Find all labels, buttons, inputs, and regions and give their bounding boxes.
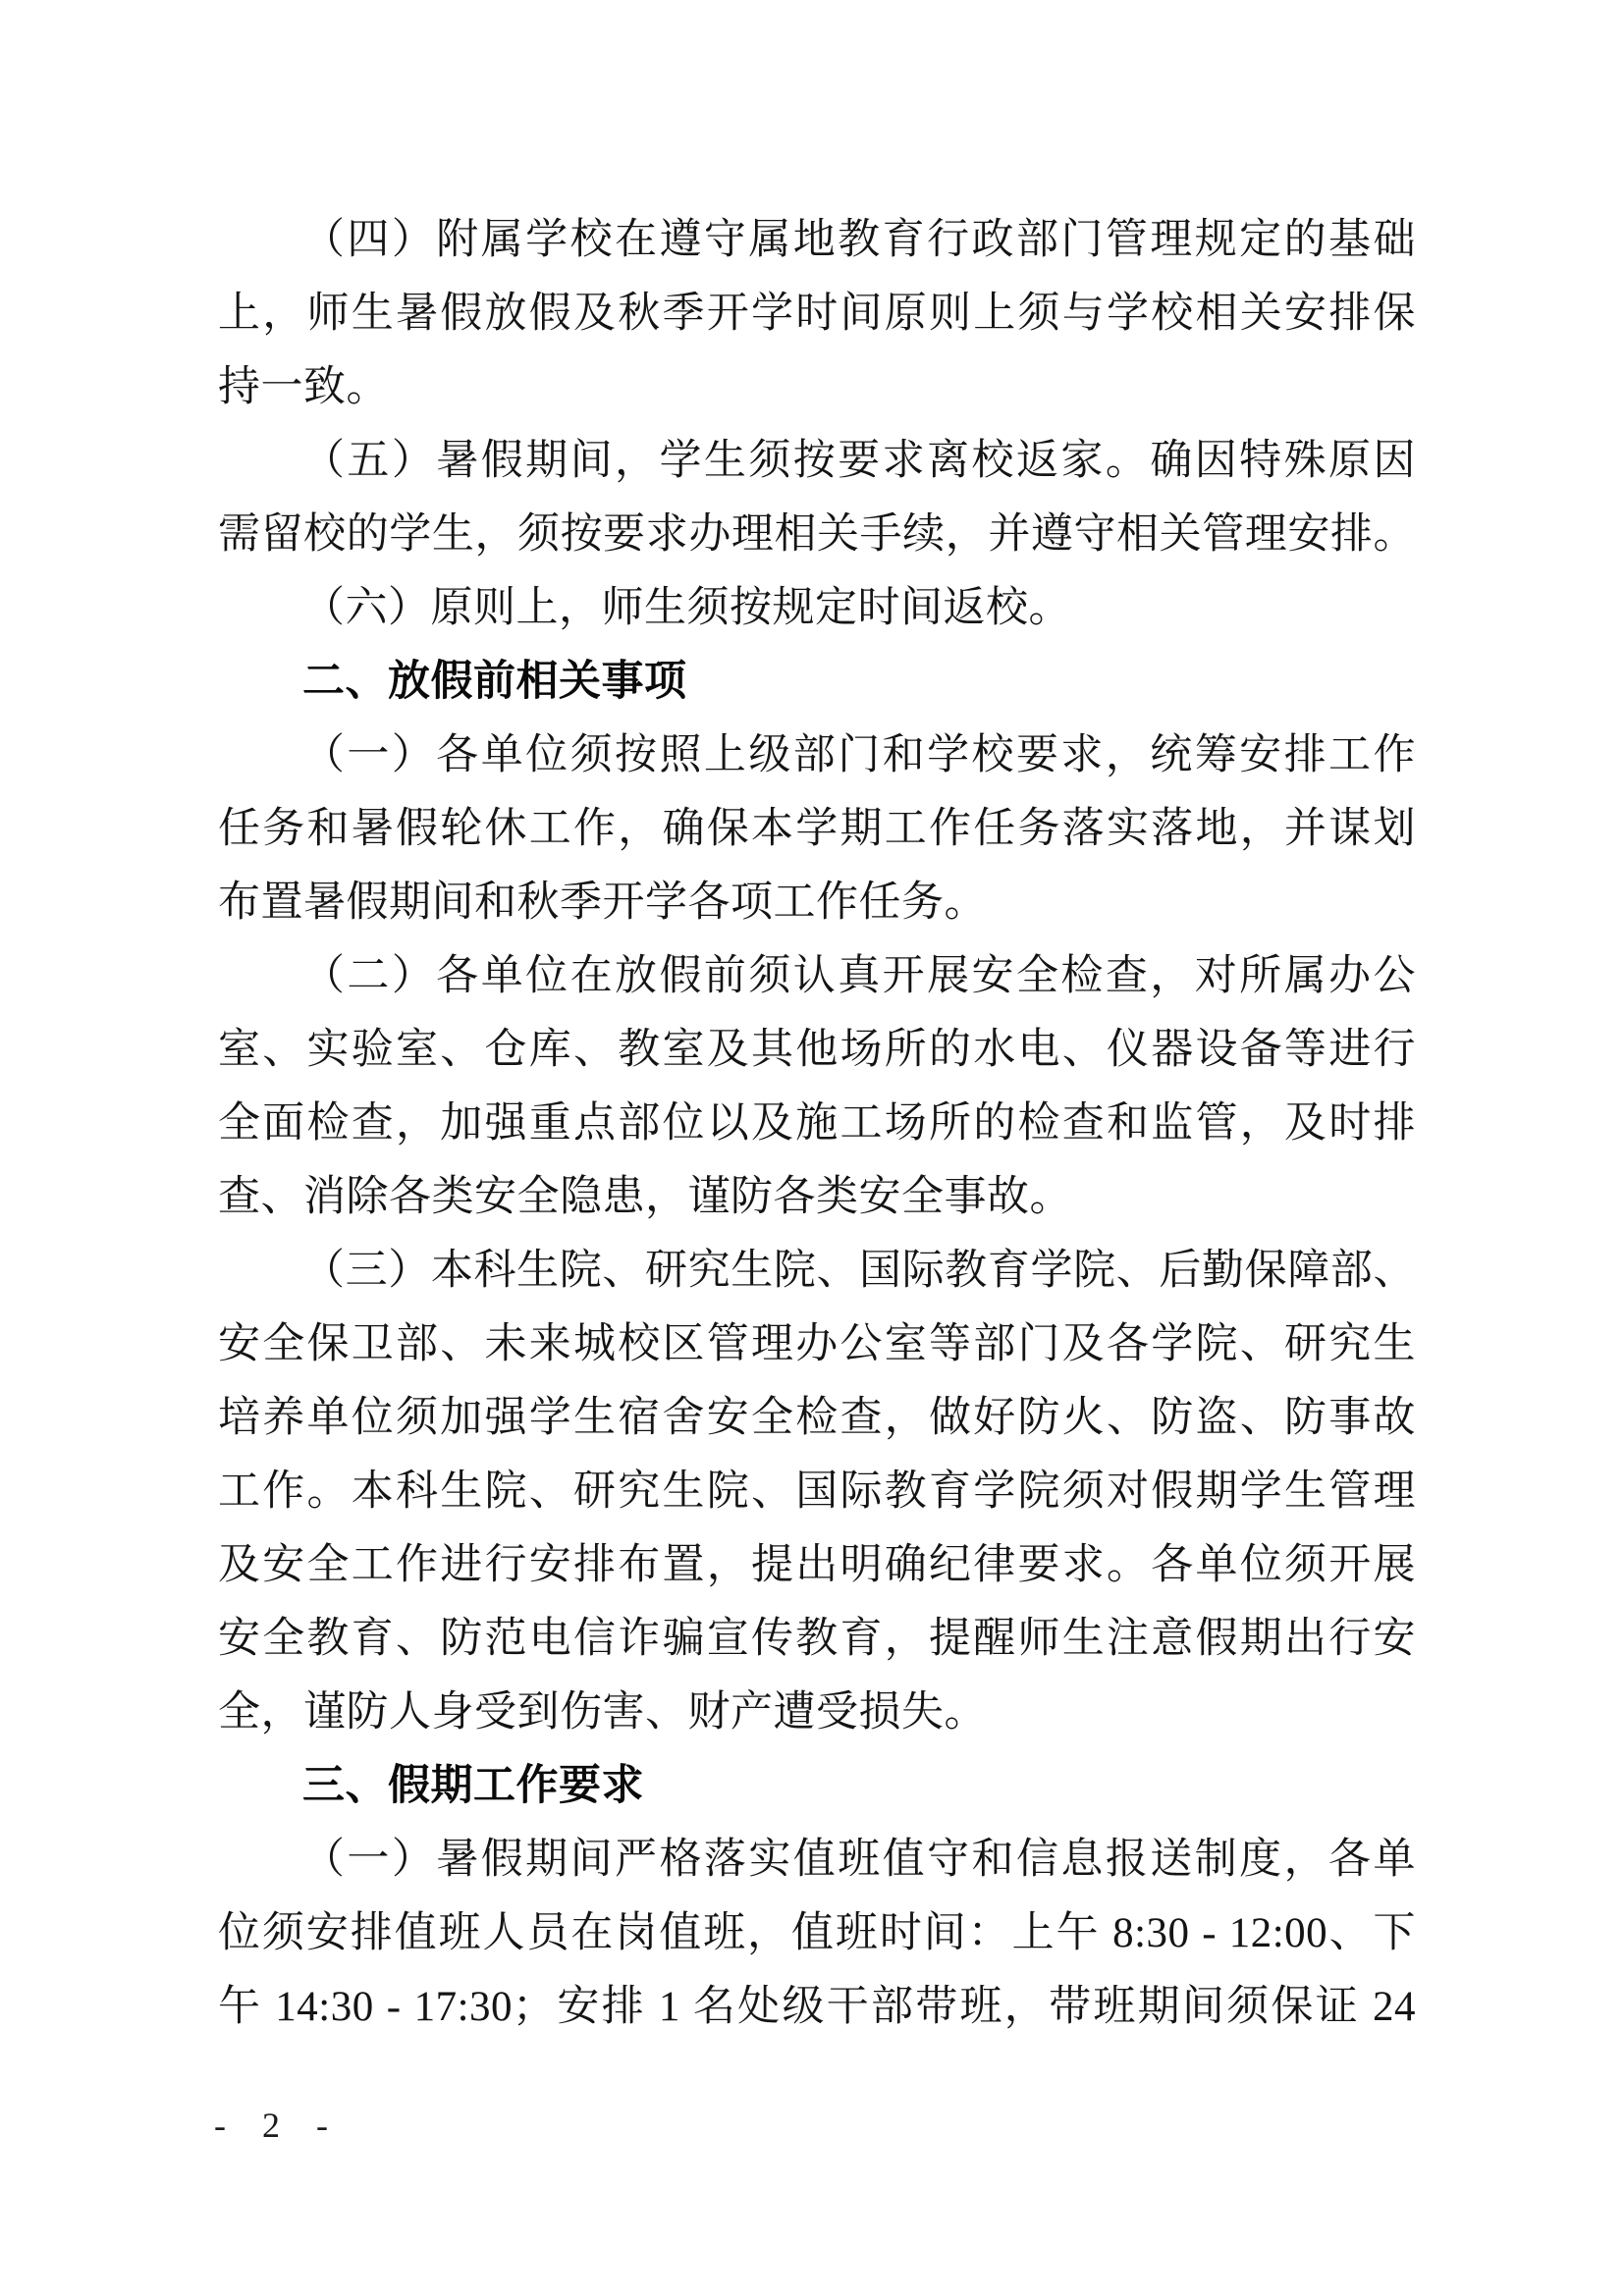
document-line: 任务和暑假轮休工作，确保本学期工作任务落实落地，并谋划 (218, 806, 1416, 852)
document-line: 安全教育、防范电信诈骗宣传教育，提醒师生注意假期出行安 (218, 1616, 1416, 1662)
document-line: 位须安排值班人员在岗值班，值班时间：上午 8:30 - 12:00、下 (218, 1910, 1416, 1956)
section-heading: 三、假期工作要求 (302, 1762, 644, 1809)
document-line: （三）本科生院、研究生院、国际教育学院、后勤保障部、 (302, 1248, 1416, 1294)
document-line: 查、消除各类安全隐患，谨防各类安全事故。 (218, 1174, 1072, 1220)
document-line: （四）附属学校在遵守属地教育行政部门管理规定的基础 (302, 217, 1416, 263)
section-heading: 二、放假前相关事项 (302, 658, 687, 705)
document-line: 上，师生暑假放假及秋季开学时间原则上须与学校相关安排保 (218, 291, 1416, 337)
page-number: - 2 - (214, 2106, 342, 2145)
document-line: 及安全工作进行安排布置，提出明确纪律要求。各单位须开展 (218, 1542, 1416, 1588)
document-body (218, 203, 1416, 2044)
document-line: 持一致。 (218, 364, 389, 410)
document-line: 全，谨防人身受到伤害、财产遭受损失。 (218, 1689, 987, 1735)
document-line: （五）暑假期间，学生须按要求离校返家。确因特殊原因 (302, 438, 1416, 484)
document-line: （一）暑假期间严格落实值班值守和信息报送制度，各单 (302, 1837, 1416, 1883)
document-line: 需留校的学生，须按要求办理相关手续，并遵守相关管理安排。 (218, 511, 1416, 558)
document-line: 全面检查，加强重点部位以及施工场所的检查和监管，及时排 (218, 1100, 1416, 1147)
document-line: 布置暑假期间和秋季开学各项工作任务。 (218, 880, 987, 926)
document-line: 工作。本科生院、研究生院、国际教育学院须对假期学生管理 (218, 1468, 1416, 1515)
document-line: （一）各单位须按照上级部门和学校要求，统筹安排工作 (302, 732, 1416, 778)
document-line: 午 14:30 - 17:30；安排 1 名处级干部带班，带班期间须保证 24 (218, 1984, 1416, 2030)
document-line: （二）各单位在放假前须认真开展安全检查，对所属办公 (302, 953, 1416, 999)
document-line: 室、实验室、仓库、教室及其他场所的水电、仪器设备等进行 (218, 1027, 1416, 1073)
document-line: （六）原则上，师生须按规定时间返校。 (302, 585, 1071, 631)
document-line: 安全保卫部、未来城校区管理办公室等部门及各学院、研究生 (218, 1321, 1416, 1367)
document-line: 培养单位须加强学生宿舍安全检查，做好防火、防盗、防事故 (218, 1395, 1416, 1441)
